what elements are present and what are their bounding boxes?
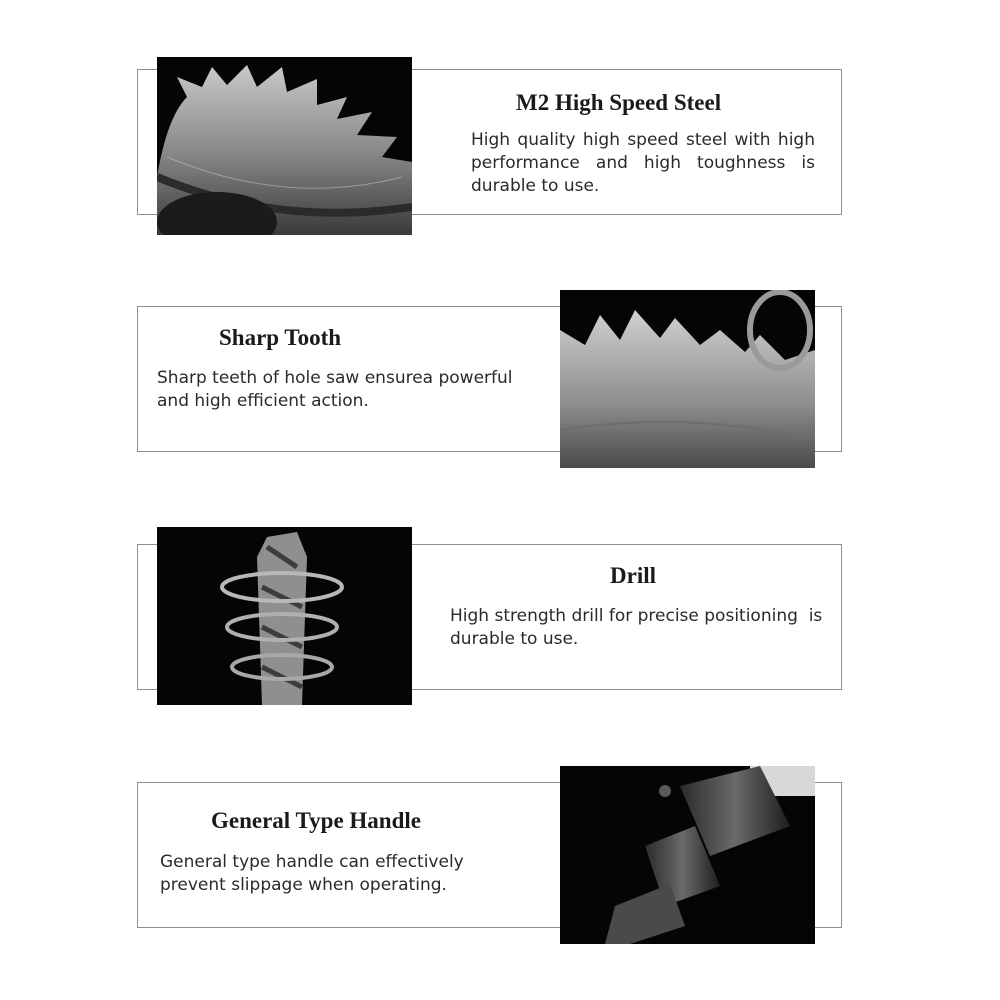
saw-teeth-closeup-photo (560, 290, 815, 468)
feature-description-sharp-tooth: Sharp teeth of hole saw ensurea powerful and high efficient action. (157, 368, 513, 411)
pilot-drill-spring-photo (157, 527, 412, 705)
feature-title-drill: Drill (610, 563, 656, 588)
feature-description-general-handle: General type handle can effectively prevent slippage when operating. (160, 852, 464, 895)
feature-description-m2-steel: High quality high speed steel with high performance and high toughness is durable to use. (471, 130, 815, 196)
feature-title-sharp-tooth: Sharp Tooth (219, 325, 342, 350)
hole-saw-rim-photo (157, 57, 412, 235)
shank-handle-photo (560, 766, 815, 944)
feature-description-drill: High strength drill for precise positioning is durable to use. (450, 606, 823, 649)
feature-title-m2-steel: M2 High Speed Steel (516, 90, 722, 115)
feature-title-general-handle: General Type Handle (211, 808, 421, 833)
